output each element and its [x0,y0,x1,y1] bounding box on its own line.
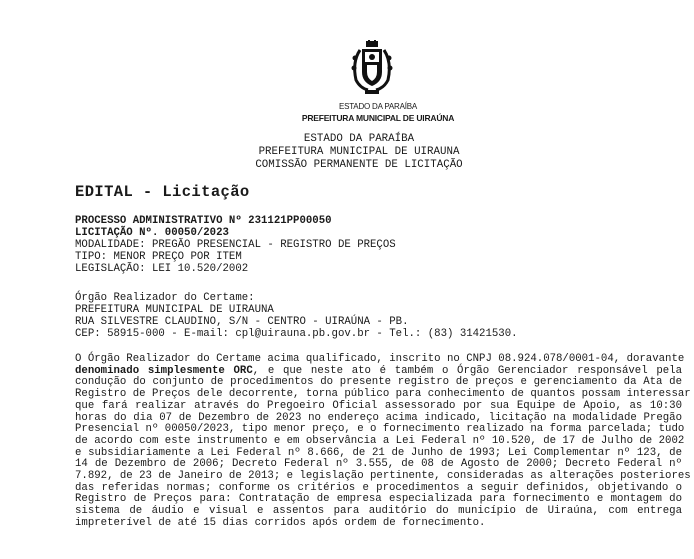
modalidade-line: MODALIDADE: PREGÃO PRESENCIAL - REGISTRO DE PREÇOS [75,238,396,251]
main-paragraph [75,353,691,530]
header-commission: COMISSÃO PERMANENTE DE LICITAÇÃO [255,159,463,171]
tipo-line: TIPO: MENOR PREÇO POR ITEM [75,250,242,263]
paragraph-line: sistema de áudio e visual e assentos para auditório do município de Uiraúna, com entrega [75,505,682,518]
municipal-coat-of-arms-icon [350,40,394,96]
logo-prefeitura-text: PREFEITURA MUNICIPAL DE UIRAÚNA [301,113,455,123]
paragraph-line: que fará realizar através do Pregoeiro Oficial assessorado por sua Equipe de Apoio, as 10:30 [75,399,682,412]
orgao-contact: CEP: 58915-000 - E-mail: cpl@uirauna.pb.gov.br - Tel.: (83) 31421530. [75,327,518,340]
paragraph-line: Registro de Preços para: Contratação de empresa especializada para fornecimento e montagem do [75,493,682,506]
header-prefeitura: PREFEITURA MUNICIPAL DE UIRAUNA [258,146,460,158]
paragraph-line: impreterível de até 15 dias corridos após ordem de fornecimento. [75,516,486,529]
legislacao-line: LEGISLAÇÃO: LEI 10.520/2002 [75,262,249,275]
paragraph-line: de acordo com este instrumento e em observância a Lei Federal nº 10.520, de 17 de Julho de 2002 [75,434,685,447]
header-state: ESTADO DA PARAÍBA [303,133,415,145]
paragraph-line: 14 de Dezembro de 2006; Decreto Federal nº 3.555, de 08 de Agosto de 2000; Decreto Federal nº [75,458,682,471]
paragraph-line: Registro de Preços dele decorrente, torna público para conhecimento de quantos possam interessar [75,388,691,401]
orc-bold-text: denominado simplesmente ORC [75,364,253,377]
logo-state-text: ESTADO DA PARAÍBA [338,102,418,111]
paragraph-line: O Órgão Realizador do Certame acima qualificado, inscrito no CNPJ 08.924.078/0001-04, doravante [75,353,685,365]
paragraph-line-rest: , e que neste ato é também o Órgão Gerenciador responsável pela [252,364,682,377]
paragraph-line: das referidas normas; conforme os critérios e procedimentos a seguir definidos, objetivando o [75,481,682,494]
orgao-info [75,293,518,341]
process-info [75,216,396,276]
orgao-name: PREFEITURA MUNICIPAL DE UIRAUNA [75,303,274,316]
paragraph-line: condução do conjunto de procedimentos do presente registro de preços e gerenciamento da Ata de [75,376,682,389]
paragraph-line: horas do dia 07 de Dezembro de 2023 no endereço acima indicado, licitação na modalidade Pregão [75,411,682,424]
paragraph-line: Presencial nº 00050/2023, tipo menor preço, e o fornecimento realizado na forma parcelada; tudo [75,423,685,436]
paragraph-line: e subsidiariamente a Lei Federal nº 8.666, de 21 de Junho de 1993; Lei Complementar nº 123, de [75,446,682,459]
processo-line: PROCESSO ADMINISTRATIVO Nº 231121PP00050 [75,215,332,227]
document-title: EDITAL - Licitação [75,183,250,201]
licitacao-line: LICITAÇÃO Nº. 00050/2023 [75,226,229,239]
paragraph-line: 7.892, de 23 de Janeiro de 2013; e legislação pertinente, consideradas as alterações posteriores [75,470,691,483]
orgao-address: RUA SILVESTRE CLAUDINO, S/N - CENTRO - UIRAÚNA - PB. [75,315,409,328]
orgao-label: Órgão Realizador do Certame: [75,292,255,304]
